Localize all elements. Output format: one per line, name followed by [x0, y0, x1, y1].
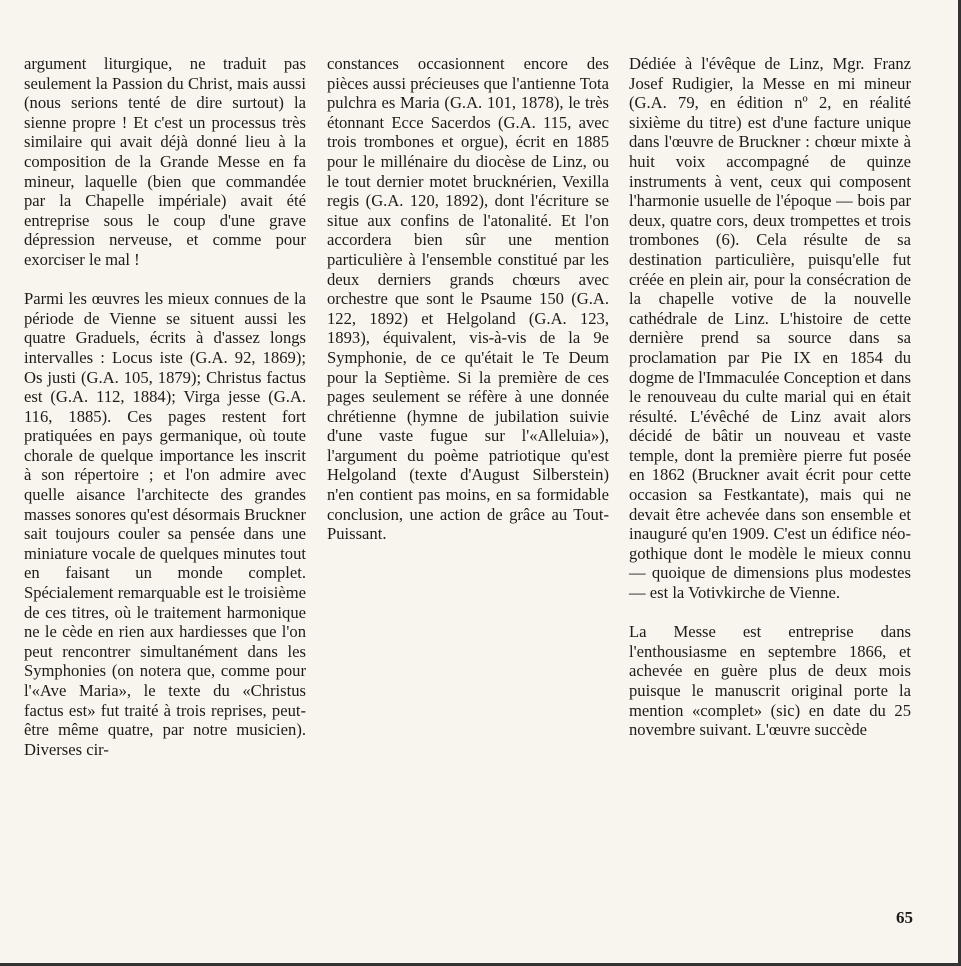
text-column-2: [327, 54, 609, 563]
paragraph: constances occasionnent encore des pièces aussi précieuses que l'antienne Tota pulchra es Maria (G.A. 101, 1878), le très étonnant Ecce Sacerdos (G.A. 115, avec trois trombones et orgue), écrit en 1885 pour le millénaire du diocèse de Linz, ou le tout dernier motet brucknérien, Vexilla regis (G.A. 120, 1892), dont l'écriture se situe aux confins de l'atonalité. Et l'on accordera bien sûr une mention particulière à l'ensemble constitué par les deux derniers grands chœurs avec orchestre que sont le Psaume 150 (G.A. 122, 1892) et Helgoland (G.A. 123, 1893), équivalent, vis-à-vis de la 9e Symphonie, de ce qu'était le Te Deum pour la Septième. Si la première de ces pages seulement se réfère à une donnée chrétienne (hymne de jubilation suivie d'une vaste fugue sur l'«Alleluia»), l'argument du poème patriotique qu'est Helgoland (texte d'August Silberstein) n'en contient pas moins, en sa formidable conclusion, une action de grâce au Tout-Puissant.: [327, 54, 609, 544]
text-column-3: [629, 54, 911, 759]
paragraph: Dédiée à l'évêque de Linz, Mgr. Franz Josef Rudigier, la Messe en mi mineur (G.A. 79, en édition nº 2, en réalité sixième du titre) est d'une facture unique dans l'œuvre de Bruckner : chœur mixte à huit voix accompagné de quinze instruments à vent, ceux qui composent l'harmonie usuelle de l'époque — bois par deux, quatre cors, deux trompettes et trois trombones (6). Cela résulte de sa destination particulière, puisqu'elle fut créée en plein air, pour la consécration de la chapelle votive de la nouvelle cathédrale de Linz. L'histoire de cette dernière prend sa source dans sa proclamation par Pie IX en 1854 du dogme de l'Immaculée Conception et dans le renouveau du culte marial qui en était résulté. L'évêché de Linz avait alors décidé de bâtir un nouveau et vaste temple, dont la première pierre fut posée en 1862 (Bruckner avait écrit pour cette occasion sa Festkantate), mais qui ne devait être achevée dans son ensemble et inauguré qu'en 1909. C'est un édifice néo-gothique dont le modèle le mieux connu — quoique de dimensions plus modestes — est la Votivkirche de Vienne.: [629, 54, 911, 603]
paragraph: La Messe est entreprise dans l'enthousiasme en septembre 1866, et achevée en guère plus de deux mois puisque le manuscrit original porte la mention «complet» (sic) en date du 25 novembre suivant. L'œuvre succède: [629, 622, 911, 740]
page-number: 65: [896, 908, 913, 927]
paragraph: Parmi les œuvres les mieux connues de la période de Vienne se situent aussi les quatre Graduels, écrits à d'assez longs intervalles : Locus iste (G.A. 92, 1869); Os justi (G.A. 105, 1879); Christus factus est (G.A. 112, 1884); Virga jesse (G.A. 116, 1885). Ces pages restent fort pratiquées en pays germanique, où toute chorale de quelque importance les inscrit à son répertoire ; et l'on admire avec quelle aisance l'architecte des grandes masses sonores qu'est désormais Bruckner sait toujours couler sa pensée dans une miniature vocale de quelques minutes tout en faisant un monde complet. Spécialement remarquable est le troisième de ces titres, où le traitement harmonique ne le cède en rien aux hardiesses que l'on peut rencontrer simultanément dans les Symphonies (on notera que, comme pour l'«Ave Maria», le texte du «Christus factus est» fut traité à trois reprises, peut-être même quatre, par notre musicien). Diverses cir-: [24, 289, 306, 759]
text-column-1: [24, 54, 306, 779]
paragraph: argument liturgique, ne traduit pas seulement la Passion du Christ, mais aussi (nous serions tenté de dire surtout) la sienne propre ! Et c'est un processus très similaire qui avait déjà donné lieu à la composition de la Grande Messe en fa mineur, laquelle (bien que commandée par la Chapelle impériale) avait été entreprise sous le coup d'une grave dépression nerveuse, et comme pour exorciser le mal !: [24, 54, 306, 269]
